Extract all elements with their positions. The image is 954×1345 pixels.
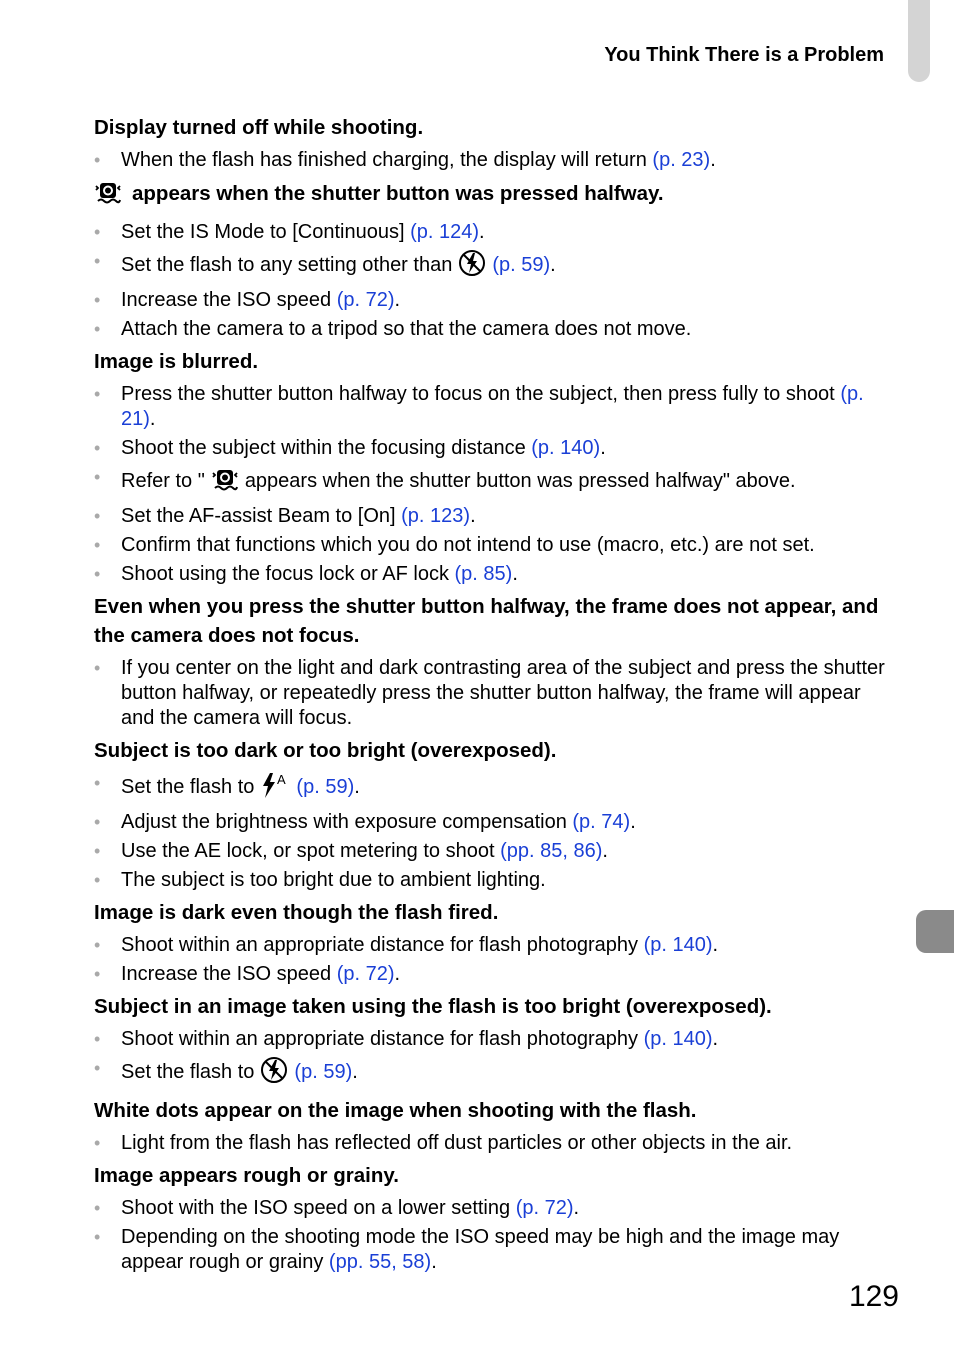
bullet-icon: • <box>94 935 101 955</box>
item-text: Refer to " <box>121 470 205 492</box>
item-text: Light from the flash has reflected off dust particles or other objects in the air. <box>121 1132 793 1154</box>
page-reference-link[interactable]: (p. 123) <box>401 505 471 527</box>
section-heading <box>94 113 894 142</box>
item-text: Shoot the subject within the focusing distance <box>121 437 526 459</box>
troubleshooting-section <box>94 347 894 587</box>
bullet-icon: • <box>94 812 101 832</box>
item-punctuation: . <box>479 221 485 243</box>
section-heading-text: Image is dark even though the flash fired. <box>94 901 499 924</box>
troubleshooting-section <box>94 592 894 731</box>
bullet-icon: • <box>94 964 101 984</box>
item-text: When the flash has finished charging, the display will return <box>121 149 647 171</box>
list-item <box>94 317 894 342</box>
bullet-icon: • <box>94 773 101 793</box>
section-heading <box>94 736 894 765</box>
troubleshooting-section <box>94 113 894 173</box>
section-heading <box>94 992 894 1021</box>
bullet-icon: • <box>94 467 101 487</box>
bullet-icon: • <box>94 150 101 170</box>
bullet-list <box>94 771 894 893</box>
list-item <box>94 533 894 558</box>
section-heading <box>94 347 894 376</box>
bullet-list <box>94 220 894 342</box>
item-text: Increase the ISO speed <box>121 963 332 985</box>
item-text: Set the IS Mode to [Continuous] <box>121 221 405 243</box>
bullet-list <box>94 1027 894 1091</box>
bullet-icon: • <box>94 384 101 404</box>
list-item <box>94 288 894 313</box>
troubleshooting-section <box>94 178 894 342</box>
page-reference-link[interactable]: (p. 59) <box>492 254 551 276</box>
list-item <box>94 436 894 461</box>
flash-auto-icon <box>260 771 290 806</box>
page-number: 129 <box>848 1280 899 1313</box>
bullet-icon: • <box>94 535 101 555</box>
bullet-list <box>94 656 894 731</box>
item-punctuation: . <box>573 1197 580 1219</box>
item-text: Press the shutter button halfway to focus on the subject, then press fully to shoot <box>121 383 835 405</box>
bullet-icon: • <box>94 564 101 584</box>
section-heading <box>94 1096 894 1125</box>
item-text: Adjust the brightness with exposure compensation <box>121 811 567 833</box>
item-punctuation: . <box>710 149 716 171</box>
list-item <box>94 465 894 500</box>
troubleshooting-content <box>94 113 894 1280</box>
section-heading-text: Display turned off while shooting. <box>94 116 424 139</box>
item-text: Attach the camera to a tripod so that the camera does not move. <box>121 318 692 340</box>
page-reference-link[interactable]: (p. 59) <box>294 1061 353 1083</box>
item-punctuation: . <box>712 934 719 956</box>
item-text: Set the AF-assist Beam to [On] <box>121 505 396 527</box>
section-heading-text: Even when you press the shutter button halfway, the frame does not appear, and the camera does not focus. <box>94 595 879 647</box>
troubleshooting-section <box>94 736 894 893</box>
list-item <box>94 249 894 284</box>
item-punctuation: . <box>602 840 608 862</box>
list-item <box>94 771 894 806</box>
page-reference-link[interactable]: (p. 72) <box>336 963 395 985</box>
page-reference-link[interactable]: (p. 74) <box>572 811 631 833</box>
bullet-icon: • <box>94 841 101 861</box>
bullet-icon: • <box>94 870 101 890</box>
item-text: Depending on the shooting mode the ISO speed may be high and the image may appear rough or grainy <box>121 1226 840 1273</box>
page-reference-link[interactable]: (p. 124) <box>410 221 480 243</box>
bullet-icon: • <box>94 1058 101 1078</box>
item-punctuation: . <box>354 776 360 798</box>
item-punctuation: . <box>712 1028 719 1050</box>
section-heading <box>94 898 894 927</box>
list-item <box>94 1056 894 1091</box>
item-punctuation: . <box>470 505 476 527</box>
page-reference-link[interactable]: (p. 21) <box>121 383 864 430</box>
bullet-icon: • <box>94 251 101 271</box>
list-item <box>94 810 894 835</box>
page-reference-link[interactable]: (p. 72) <box>336 289 395 311</box>
page-reference-link[interactable]: (p. 140) <box>643 934 713 956</box>
section-heading-text: White dots appear on the image when shooting with the flash. <box>94 1099 697 1122</box>
bullet-icon: • <box>94 438 101 458</box>
list-item <box>94 1196 894 1221</box>
section-heading-text: Image is blurred. <box>94 350 259 373</box>
item-text: Set the flash to <box>121 1061 255 1083</box>
section-heading <box>94 1161 894 1190</box>
bullet-icon: • <box>94 1133 101 1153</box>
camera-shake-icon <box>211 465 239 500</box>
page-reference-link[interactable]: (pp. 55, 58) <box>328 1251 432 1273</box>
bullet-icon: • <box>94 222 101 242</box>
list-item <box>94 562 894 587</box>
item-punctuation: . <box>394 963 401 985</box>
item-punctuation: . <box>149 408 156 430</box>
bullet-list <box>94 382 894 587</box>
camera-shake-icon <box>94 178 122 214</box>
list-item <box>94 382 894 432</box>
list-item <box>94 1027 894 1052</box>
bullet-icon: • <box>94 506 101 526</box>
section-heading-text: Image appears rough or grainy. <box>94 1164 399 1187</box>
list-item <box>94 933 894 958</box>
page-reference-link[interactable]: (p. 140) <box>643 1028 713 1050</box>
item-text: Confirm that functions which you do not intend to use (macro, etc.) are not set. <box>121 534 815 556</box>
item-text: appears when the shutter button was pressed halfway" above. <box>244 470 796 492</box>
item-punctuation: . <box>600 437 606 459</box>
bullet-icon: • <box>94 1227 101 1247</box>
page-reference-link[interactable]: (pp. 85, 86) <box>500 840 603 862</box>
list-item <box>94 868 894 893</box>
page-reference-link[interactable]: (p. 72) <box>515 1197 574 1219</box>
page-reference-link[interactable]: (p. 85) <box>454 563 513 585</box>
list-item <box>94 839 894 864</box>
list-item <box>94 148 894 173</box>
item-text: Use the AE lock, or spot metering to shoot <box>121 840 495 862</box>
chapter-tab-top <box>908 0 930 82</box>
bullet-icon: • <box>94 1029 101 1049</box>
item-text: If you center on the light and dark contrasting area of the subject and press the shutter button halfway, or repeatedly press the shutter button halfway, the frame will appear and the camera will focus. <box>121 657 885 729</box>
running-header: You Think There is a Problem <box>604 44 884 66</box>
troubleshooting-section <box>94 992 894 1091</box>
item-text: Shoot using the focus lock or AF lock <box>121 563 449 585</box>
bullet-icon: • <box>94 1198 101 1218</box>
page-reference-link[interactable]: (p. 23) <box>652 149 711 171</box>
list-item <box>94 656 894 731</box>
flash-off-icon <box>260 1056 288 1091</box>
section-heading-text: appears when the shutter button was pressed halfway. <box>132 182 664 205</box>
item-punctuation: . <box>550 254 556 276</box>
page-reference-link[interactable]: (p. 140) <box>531 437 601 459</box>
bullet-list <box>94 933 894 987</box>
bullet-list <box>94 1196 894 1275</box>
item-text: The subject is too bright due to ambient lighting. <box>121 869 546 891</box>
bullet-icon: • <box>94 319 101 339</box>
item-text: Shoot within an appropriate distance for flash photography <box>121 934 639 956</box>
item-punctuation: . <box>394 289 401 311</box>
page-reference-link[interactable]: (p. 59) <box>296 776 355 798</box>
bullet-icon: • <box>94 290 101 310</box>
bullet-list <box>94 148 894 173</box>
item-punctuation: . <box>512 563 518 585</box>
list-item <box>94 1131 894 1156</box>
item-text: Set the flash to <box>121 776 255 798</box>
troubleshooting-section <box>94 1096 894 1156</box>
troubleshooting-section <box>94 898 894 987</box>
list-item <box>94 504 894 529</box>
item-text: Set the flash to any setting other than <box>121 254 453 276</box>
list-item <box>94 220 894 245</box>
list-item <box>94 962 894 987</box>
item-text: Increase the ISO speed <box>121 289 332 311</box>
section-heading-text: Subject is too dark or too bright (overexposed). <box>94 739 557 762</box>
flash-off-icon <box>458 249 486 284</box>
item-text: Shoot within an appropriate distance for flash photography <box>121 1028 639 1050</box>
bullet-list <box>94 1131 894 1156</box>
troubleshooting-section <box>94 1161 894 1275</box>
svg-text:A: A <box>277 772 287 787</box>
section-heading <box>94 592 894 650</box>
bullet-icon: • <box>94 658 101 678</box>
chapter-tab-side <box>916 910 954 953</box>
item-punctuation: . <box>352 1061 358 1083</box>
section-heading-text: Subject in an image taken using the flash is too bright (overexposed). <box>94 995 772 1018</box>
item-text: Shoot with the ISO speed on a lower setting <box>121 1197 511 1219</box>
item-punctuation: . <box>431 1251 437 1273</box>
list-item <box>94 1225 894 1275</box>
item-punctuation: . <box>630 811 636 833</box>
section-heading <box>94 178 894 214</box>
